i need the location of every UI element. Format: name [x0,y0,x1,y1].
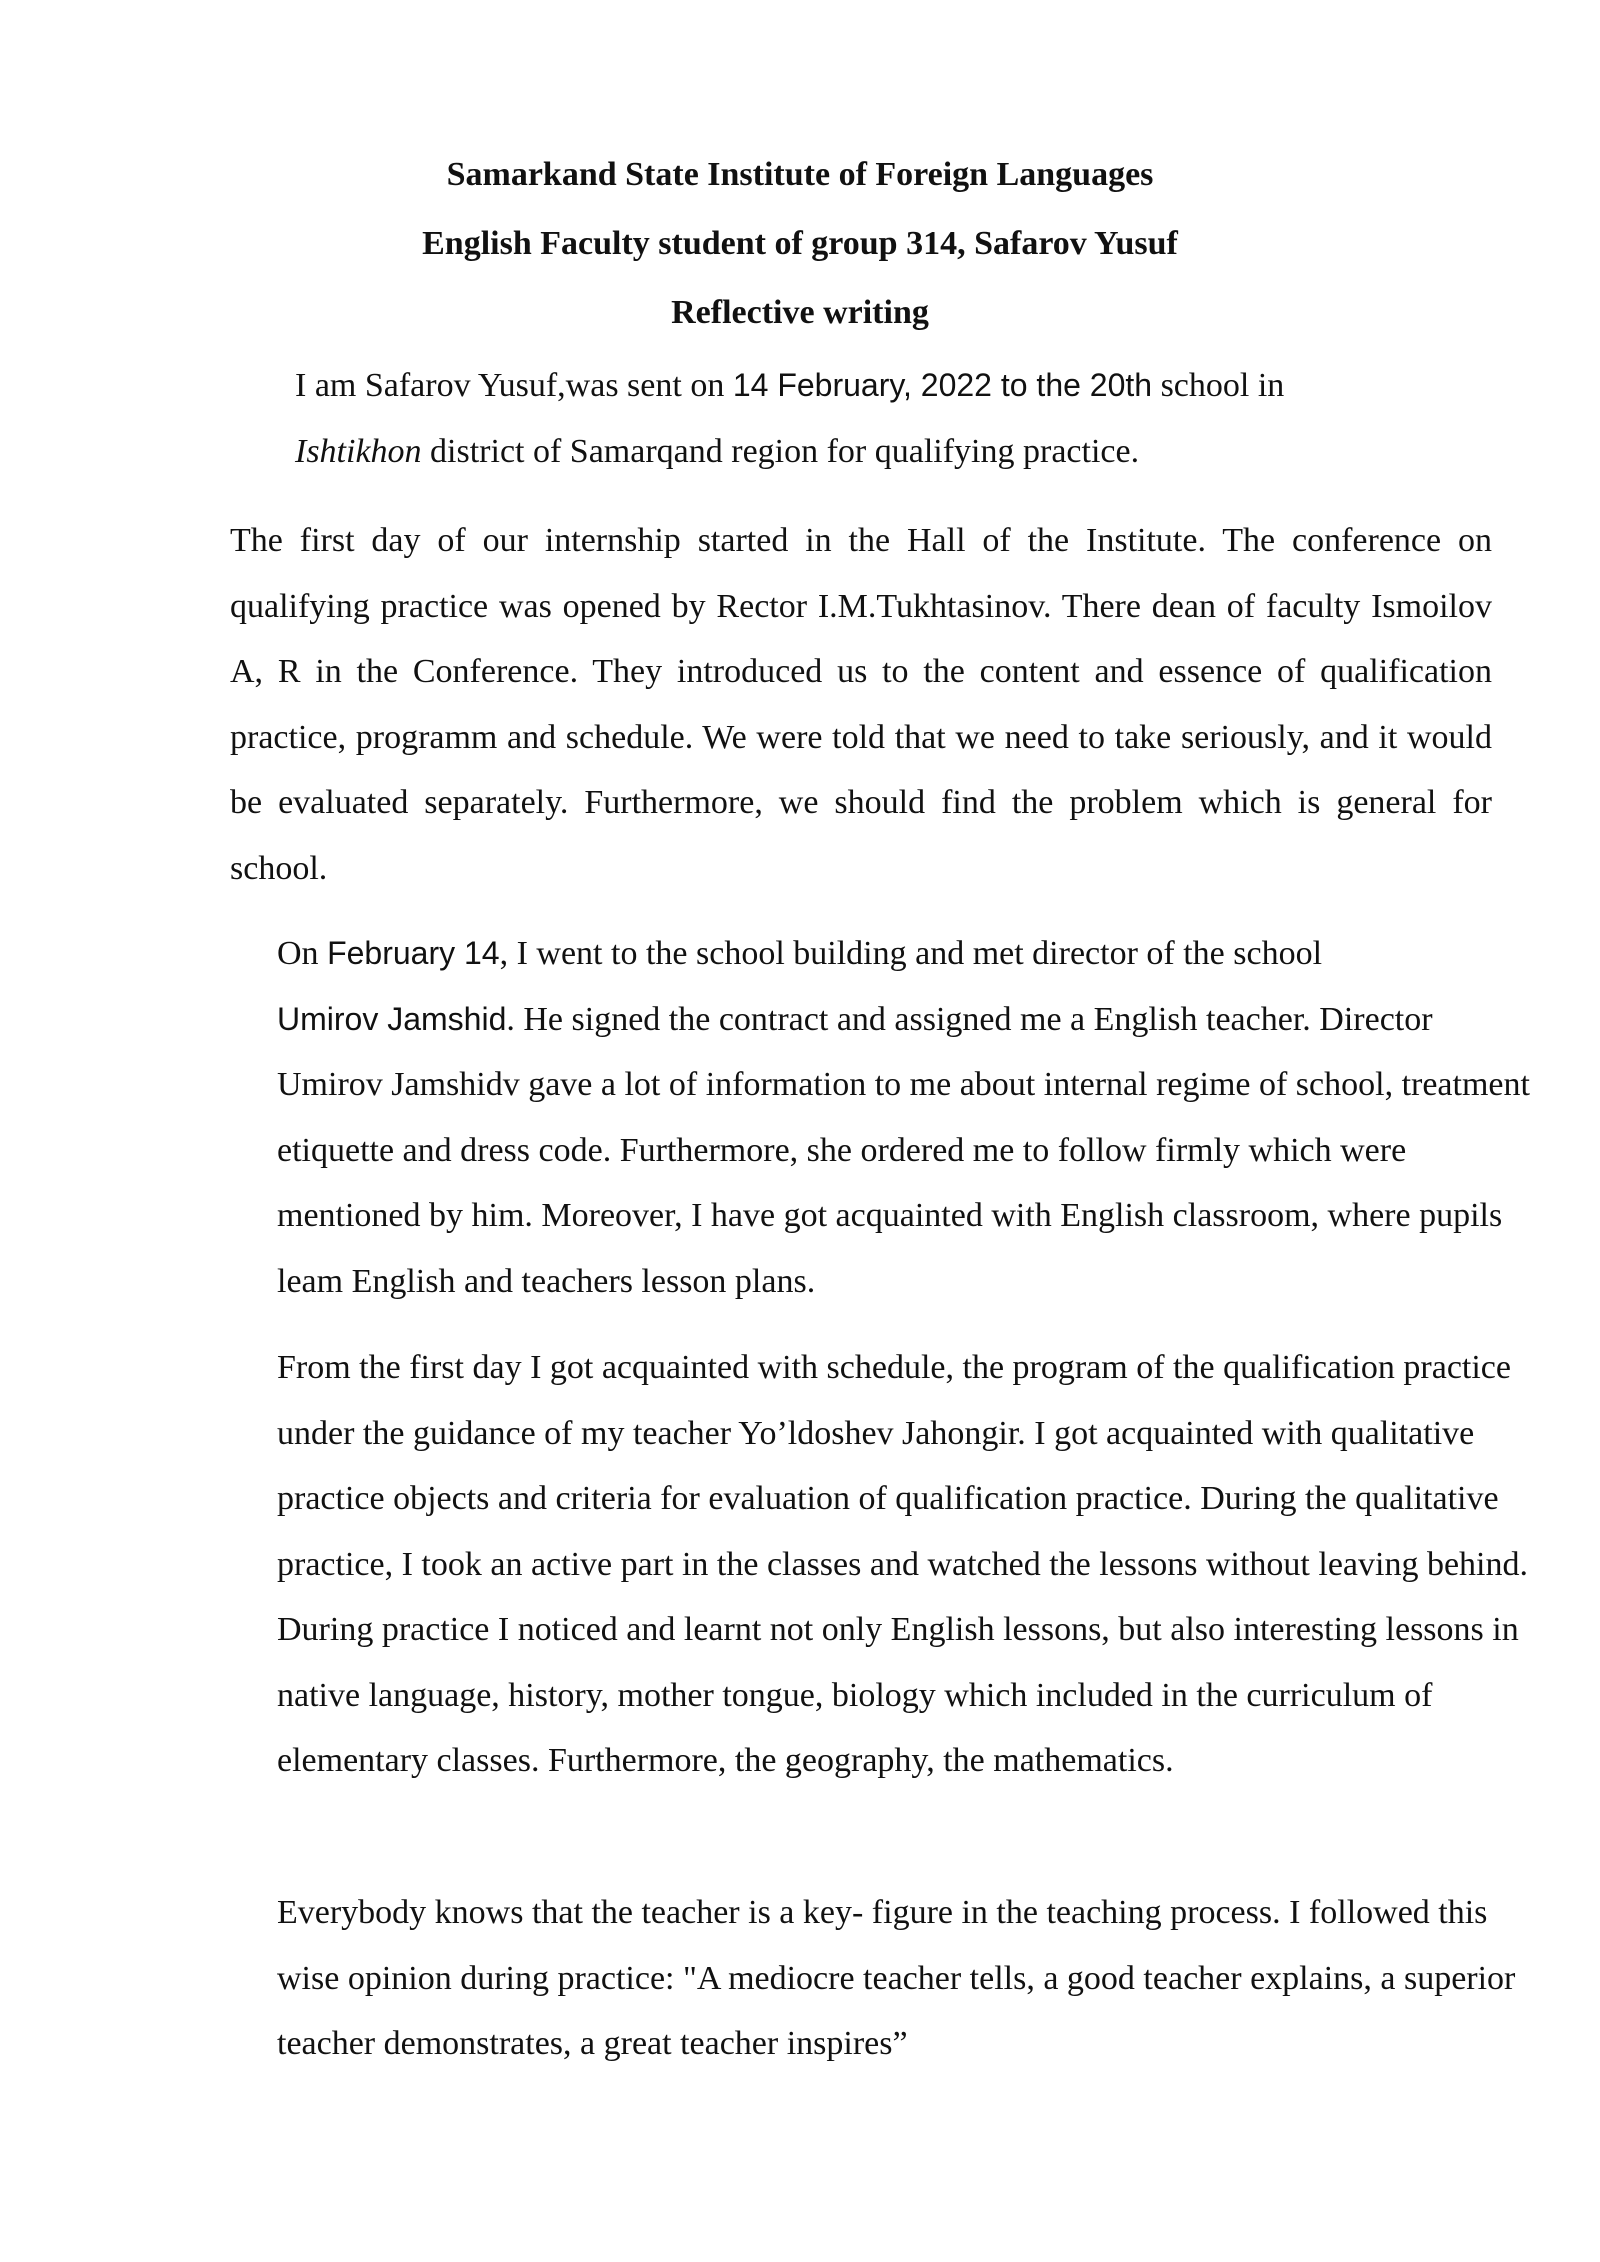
institute-heading: Samarkand State Institute of Foreign Languages [446,156,1154,193]
intro-paragraph [230,353,1557,484]
visit-date: February 14 [327,935,500,971]
intro-text-1: I am Safarov Yusuf,was sent on [295,367,733,404]
practice-paragraph: From the first day I got acquainted with schedule, the program of the qualification practice under the guidance of my teacher Yo’ldoshev Jahongir. I got acquainted with qualitative practice objects and criteria for evaluation of qualification practice. During the qualitative practice, I took an active part in the classes and watched the lessons without leaving behind. During practice I noticed and learnt not only English lessons, but also interesting lessons in native language, history, mother tongue, biology which included in the curriculum of elementary classes. Furthermore, the geography, the mathematics. [277,1349,1528,1779]
internship-paragraph: The first day of our internship started in the Hall of the Institute. The conference on qualifying practice was opened by Rector I.M.Tukhtasinov. There dean of faculty Ismoilov A, R in the Conference. They introduced us to the content and essence of qualification practice, programm and schedule. We were told that we need to take seriously, and it would be evaluated separately. Furthermore, we should find the problem which is general for school. [230,522,1492,887]
school-visit-paragraph [230,921,1539,1314]
student-heading: English Faculty student of group 314, Safarov Yusuf [422,225,1178,262]
intro-date: 14 February, 2022 [732,367,992,403]
intro-district: Ishtikhon [295,432,422,470]
visit-text-rest: Director Umirov Jamshidv gave a lot of information to me about internal regime of school, treatment etiquette and dress code. Furthermore, she ordered me to follow firmly which were mentioned by him. Moreover, I have got acquainted with English classroom, where pupils leam English and teachers lesson plans. [277,1000,1530,1300]
intro-text-2: to the [991,367,1090,403]
visit-text-2: , I went to the school building and met director of the school [499,935,1323,972]
document-title: Reflective writing [671,294,929,331]
teacher-quote-paragraph: Everybody knows that the teacher is a key- figure in the teaching process. I followed this wise opinion during practice: "A mediocre teacher tells, a good teacher explains, a superior teacher demonstrates, a great teacher inspires” [277,1894,1516,2062]
director-name: Umirov Jamshid [277,1000,507,1037]
visit-text-1: On [277,935,328,972]
intro-school-number: 20th [1089,367,1153,403]
intro-text-3: school in [1152,367,1285,404]
visit-text-3: . He signed the contract and assigned me a English teacher. [506,1000,1311,1038]
intro-text-4: district of Samarqand region for qualifying practice. [421,432,1140,470]
